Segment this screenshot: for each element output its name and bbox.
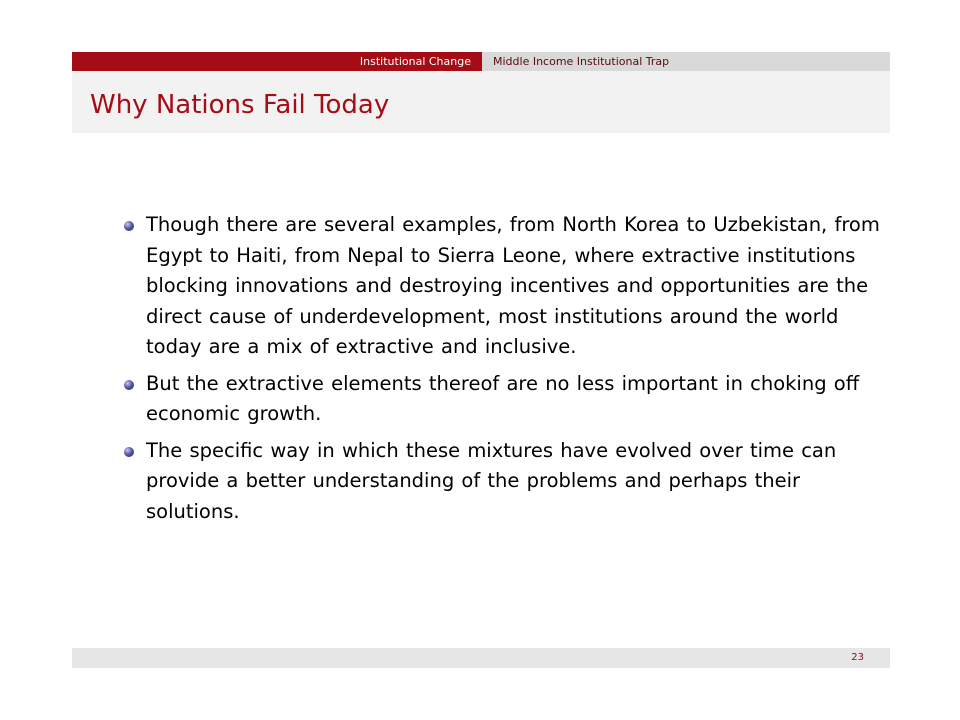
ball-bullet-icon <box>124 221 134 231</box>
headline-bar <box>72 52 890 71</box>
bullet-item <box>124 210 884 363</box>
bullet-item <box>124 369 884 430</box>
bullet-list <box>124 210 884 527</box>
ball-bullet-icon <box>124 447 134 457</box>
slide-content <box>124 210 884 533</box>
subsection-label[interactable]: Middle Income Institutional Trap <box>482 52 890 71</box>
bullet-text: But the extractive elements thereof are no less important in choking off economic growth. <box>146 371 860 425</box>
slide-title: Why Nations Fail Today <box>90 90 390 120</box>
bullet-item <box>124 436 884 528</box>
section-label[interactable]: Institutional Change <box>72 52 482 71</box>
page-number: 23 <box>851 652 864 663</box>
slide <box>72 52 890 668</box>
ball-bullet-icon <box>124 380 134 390</box>
bullet-text: Though there are several examples, from North Korea to Uzbekistan, from Egypt to Haiti, from Nepal to Sierra Leone, where extractive institutions blocking innovations and destroying incentives and opportunities are the direct cause of underdevelopment, most institutions around the world today are a mix of extractive and inclusive. <box>146 213 880 358</box>
footer-bar <box>72 648 890 668</box>
bullet-text: The specific way in which these mixtures have evolved over time can provide a better understanding of the problems and perhaps their solutions. <box>146 438 837 523</box>
title-bar <box>72 71 890 133</box>
